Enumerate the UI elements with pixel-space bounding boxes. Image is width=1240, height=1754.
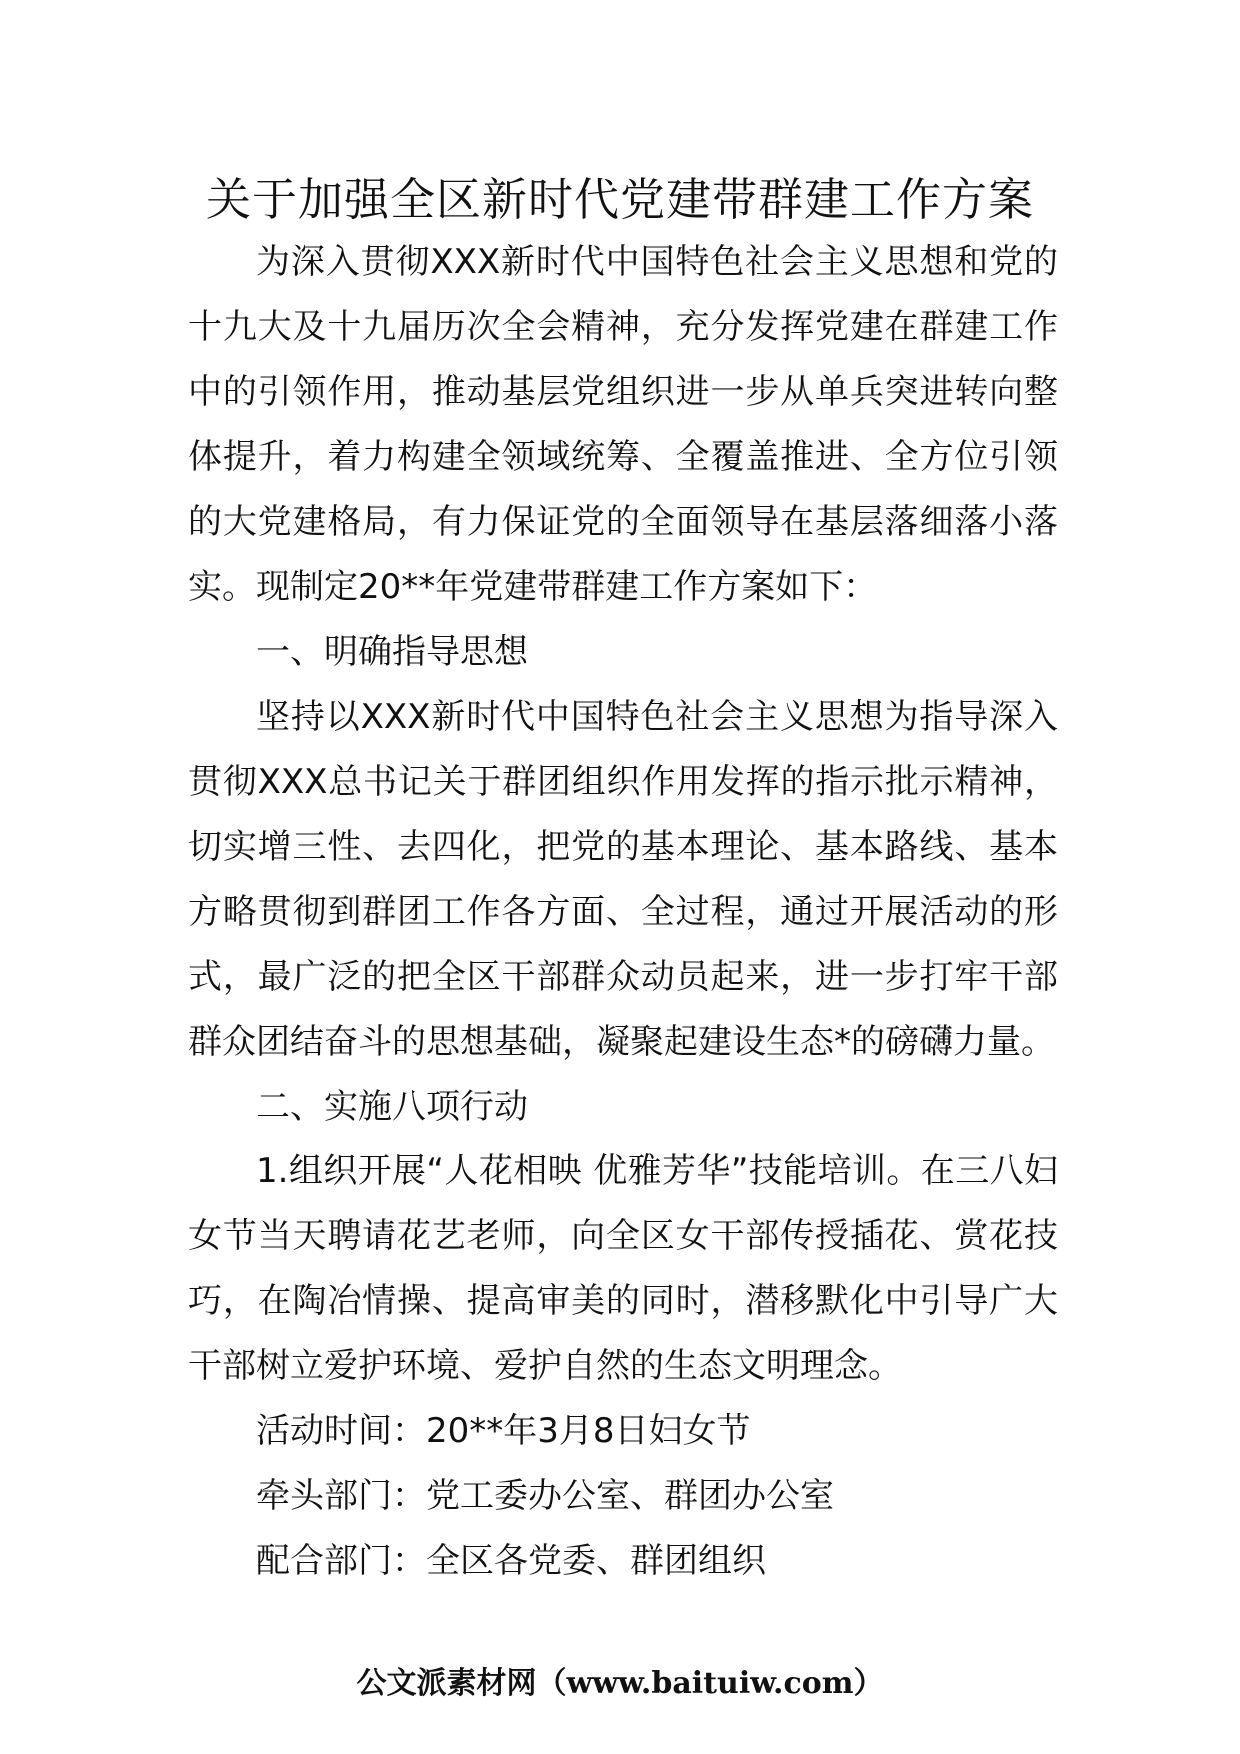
- intro-paragraph: 为深入贯彻XXX新时代中国特色社会主义思想和党的十九大及十九届历次全会精神，充分发挥党建在群建工作中的引领作用，推动基层党组织进一步从单兵突进转向整体提升，着力构建全领域统筹、全覆盖推进、全方位引领的大党建格局，有力保证党的全面领导在基层落细落小落实。现制定20**年党建带群建工作方案如下：: [188, 242, 1058, 607]
- cooperating-department-line: [256, 1529, 1056, 1594]
- lead-department-value: 党工委办公室、群团办公室: [426, 1476, 834, 1516]
- guiding-thought-paragraph: 坚持以XXX新时代中国特色社会主义思想为指导深入贯彻XXX总书记关于群团组织作用发挥的指示批示精神，切实增三性、去四化，把党的基本理论、基本路线、基本方略贯彻到群团工作各方面、全过程，通过开展活动的形式，最广泛的把全区干部群众动员起来，进一步打牢干部群众团结奋斗的思想基础，凝聚起建设生态*的磅礴力量。: [188, 697, 1058, 1062]
- section-heading-eight-actions: 二、实施八项行动: [256, 1087, 528, 1127]
- document-title: 关于加强全区新时代党建带群建工作方案: [205, 173, 1034, 226]
- action-item-1-paragraph: 1.组织开展“人花相映 优雅芳华”技能培训。在三八妇女节当天聘请花艺老师，向全区女干部传授插花、赏花技巧，在陶冶情操、提高审美的同时，潜移默化中引导广大干部树立爱护环境、爱护自然的生态文明理念。: [188, 1151, 1058, 1386]
- lead-department-label: 牵头部门：: [256, 1476, 426, 1516]
- cooperating-department-label: 配合部门：: [256, 1541, 426, 1581]
- activity-time-label: 活动时间：: [256, 1411, 426, 1451]
- cooperating-department-value: 全区各党委、群团组织: [426, 1541, 766, 1581]
- activity-time-value: 20**年3月8日妇女节: [426, 1411, 751, 1451]
- activity-time-line: [256, 1399, 1056, 1464]
- section-heading-guiding-thought: 一、明确指导思想: [256, 632, 528, 672]
- lead-department-line: [256, 1464, 1056, 1529]
- footer-watermark: 公文派素材网（www.baituiw.com）: [356, 1666, 884, 1701]
